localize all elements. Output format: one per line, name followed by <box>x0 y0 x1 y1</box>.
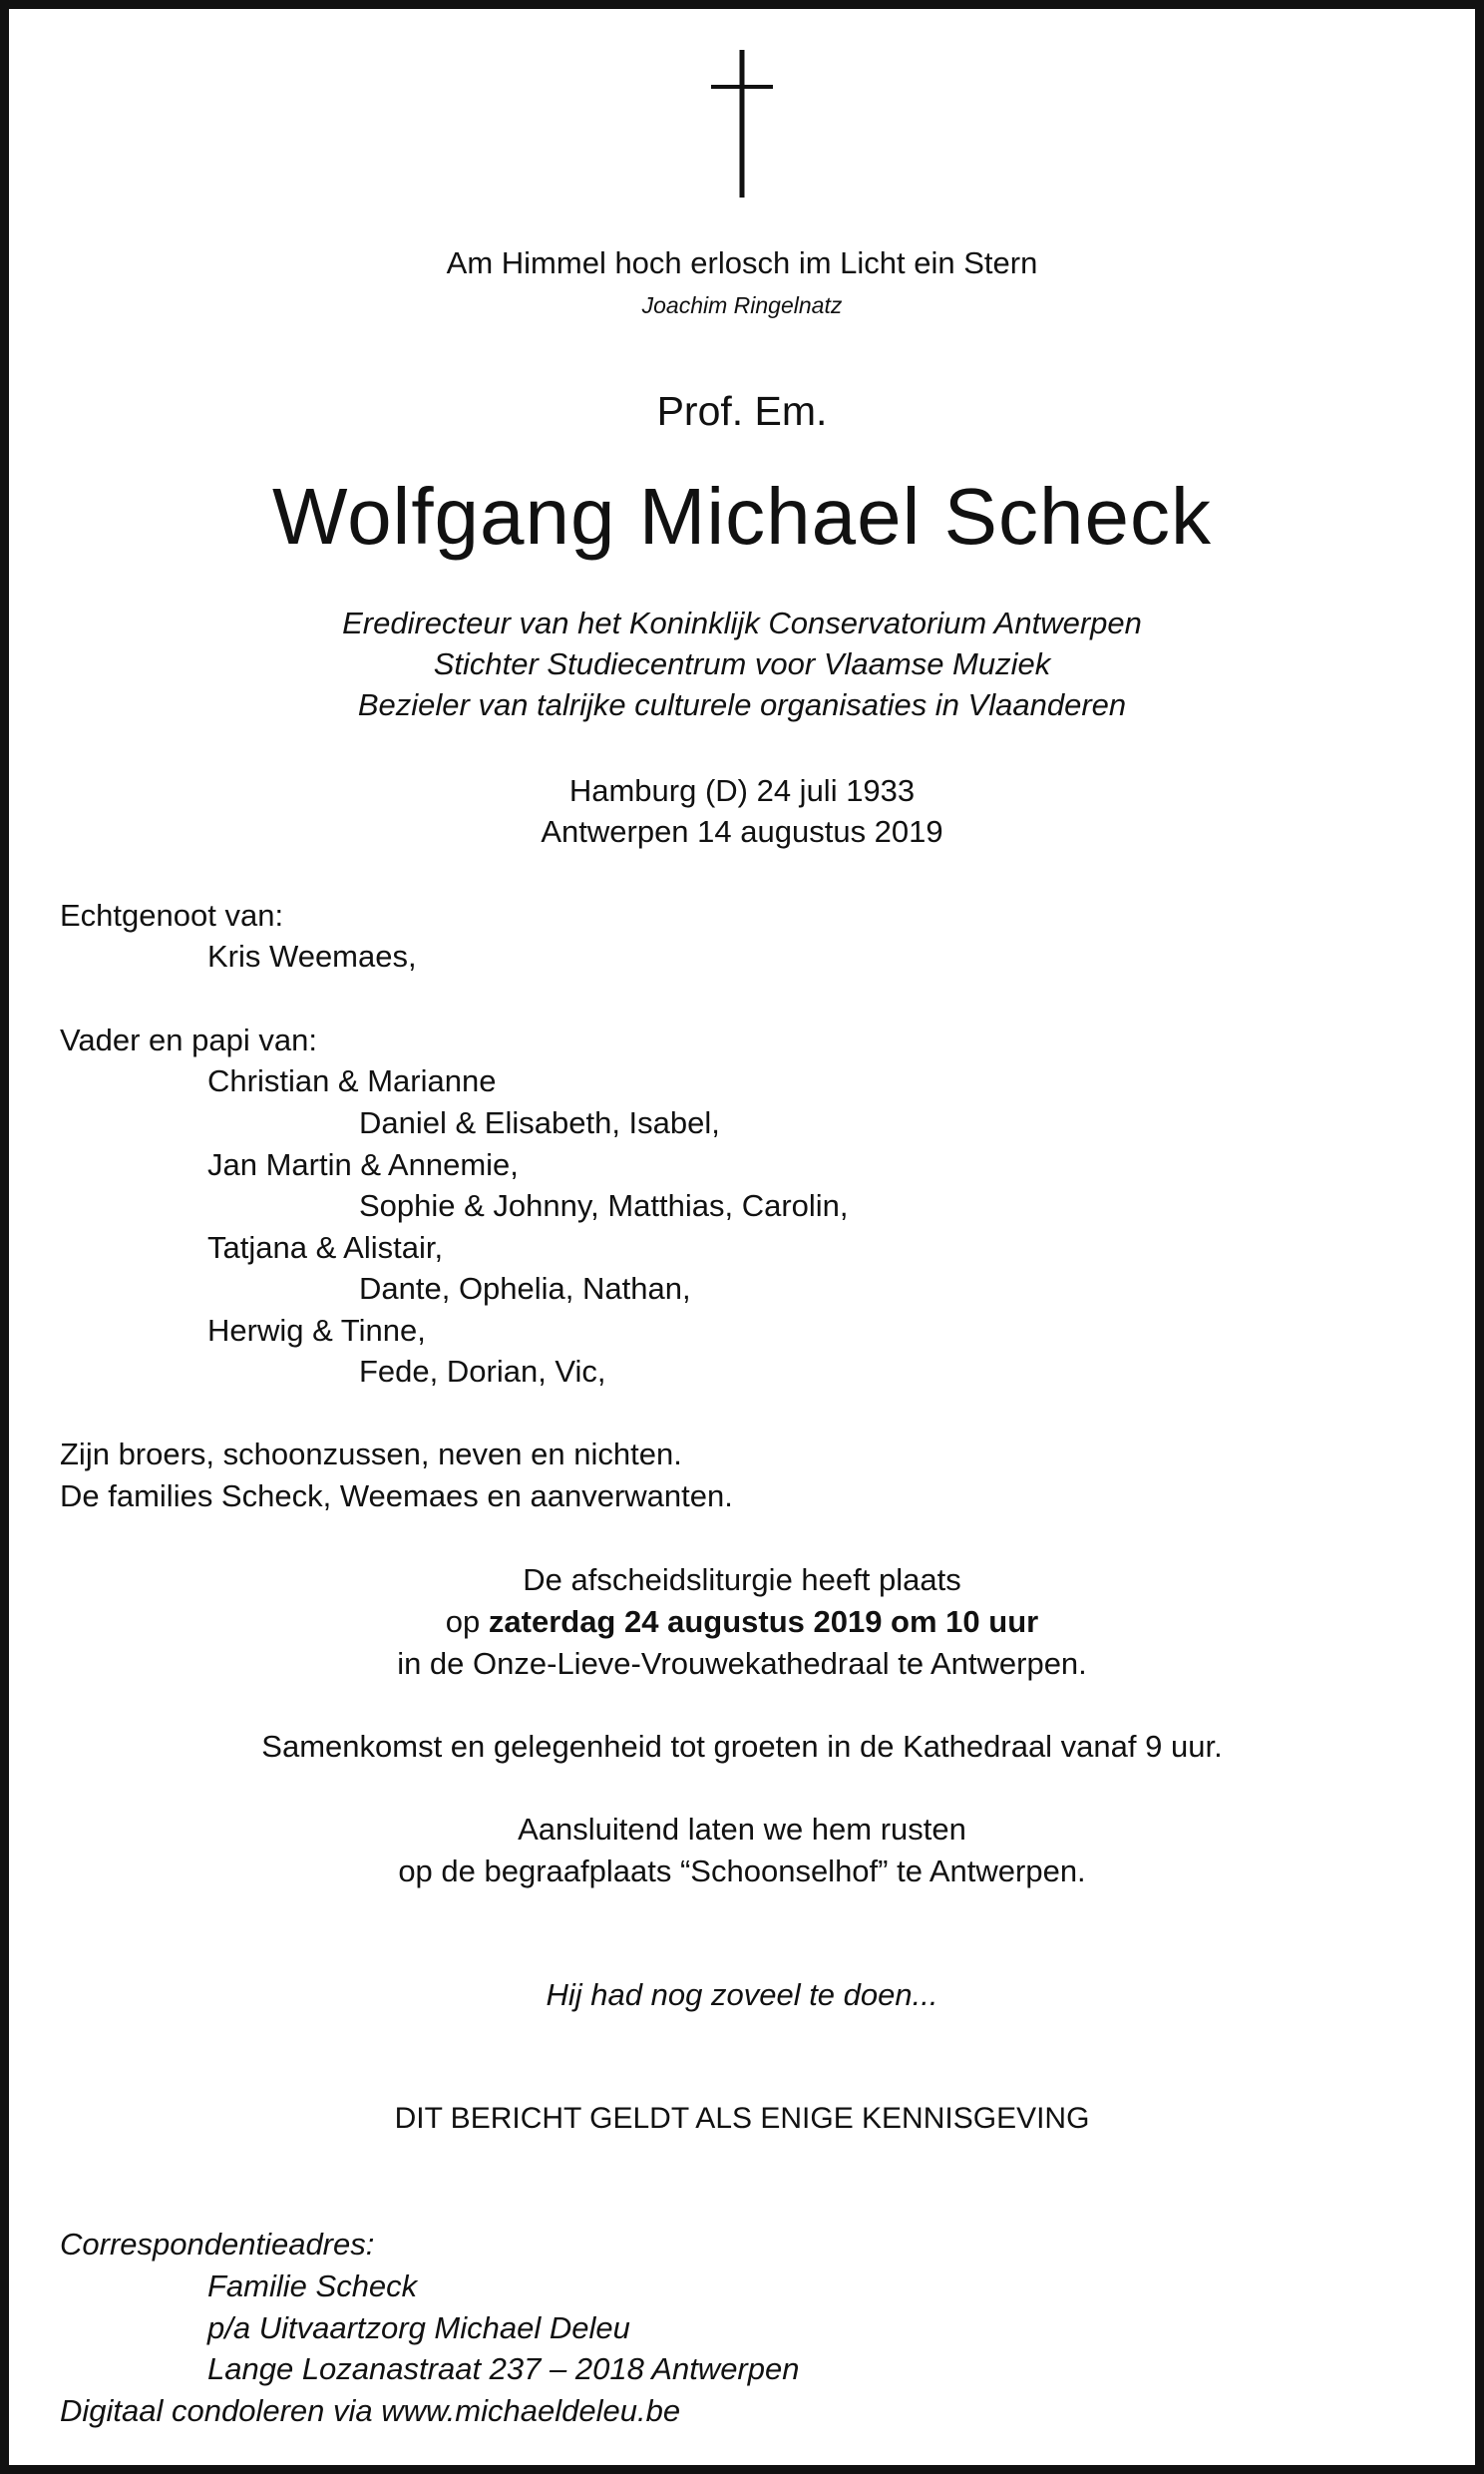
burial-line: Aansluitend laten we hem rusten <box>518 1812 966 1847</box>
cross-icon <box>698 50 786 198</box>
epigraph-quote: Am Himmel hoch erlosch im Licht ein Stern <box>446 245 1038 280</box>
relatives-line: Zijn broers, schoonzussen, neven en nichten. <box>60 1437 682 1471</box>
correspondence-line: Lange Lozanastraat 237 – 2018 Antwerpen <box>207 2351 800 2386</box>
ceremony-date-bold: zaterdag 24 augustus 2019 om 10 uur <box>488 1604 1039 1639</box>
correspondence-label: Correspondentieadres: <box>60 2227 375 2262</box>
condolence-link[interactable]: Digitaal condoleren via www.michaeldeleu.be <box>60 2393 681 2428</box>
role-line: Bezieler van talrijke culturele organisaties in Vlaanderen <box>357 687 1127 722</box>
child-family-grandchildren: Dante, Ophelia, Nathan, <box>359 1271 691 1306</box>
child-family-parents: Christian & Marianne <box>207 1063 497 1098</box>
child-family-grandchildren: Fede, Dorian, Vic, <box>359 1354 606 1389</box>
role-line: Stichter Studiecentrum voor Vlaamse Muziek <box>433 646 1051 681</box>
child-family-grandchildren: Sophie & Johnny, Matthias, Carolin, <box>359 1188 849 1223</box>
ceremony-location: in de Onze-Lieve-Vrouwekathedraal te Antwerpen. <box>397 1646 1087 1681</box>
role-line: Eredirecteur van het Koninklijk Conservatorium Antwerpen <box>342 606 1142 640</box>
ceremony-datetime <box>0 1606 1484 1637</box>
birth-date: Hamburg (D) 24 juli 1933 <box>568 773 916 808</box>
spouse-name: Kris Weemaes, <box>207 939 417 974</box>
child-family-grandchildren: Daniel & Elisabeth, Isabel, <box>359 1105 720 1140</box>
title-prefix: Prof. Em. <box>656 388 828 434</box>
child-family-parents: Tatjana & Alistair, <box>207 1230 444 1265</box>
children-label: Vader en papi van: <box>60 1023 317 1057</box>
relatives-line: De families Scheck, Weemaes en aanverwanten. <box>60 1478 733 1513</box>
child-family-parents: Jan Martin & Annemie, <box>207 1147 519 1182</box>
ceremony-line: De afscheidsliturgie heeft plaats <box>523 1562 961 1597</box>
correspondence-line: p/a Uitvaartzorg Michael Deleu <box>207 2310 630 2345</box>
child-family-parents: Herwig & Tinne, <box>207 1313 426 1348</box>
closing-quote: Hij had nog zoveel te doen... <box>546 1977 938 2012</box>
burial-line: op de begraafplaats “Schoonselhof” te Antwerpen. <box>398 1854 1086 1888</box>
ceremony-prefix: op <box>445 1604 489 1639</box>
deceased-name: Wolfgang Michael Scheck <box>272 472 1212 561</box>
death-date: Antwerpen 14 augustus 2019 <box>541 814 943 849</box>
epigraph-author: Joachim Ringelnatz <box>641 292 843 318</box>
notice-line: DIT BERICHT GELDT ALS ENIGE KENNISGEVING <box>394 2102 1090 2135</box>
gathering-line: Samenkomst en gelegenheid tot groeten in de Kathedraal vanaf 9 uur. <box>261 1729 1223 1764</box>
spouse-label: Echtgenoot van: <box>60 898 284 933</box>
correspondence-line: Familie Scheck <box>207 2268 418 2303</box>
